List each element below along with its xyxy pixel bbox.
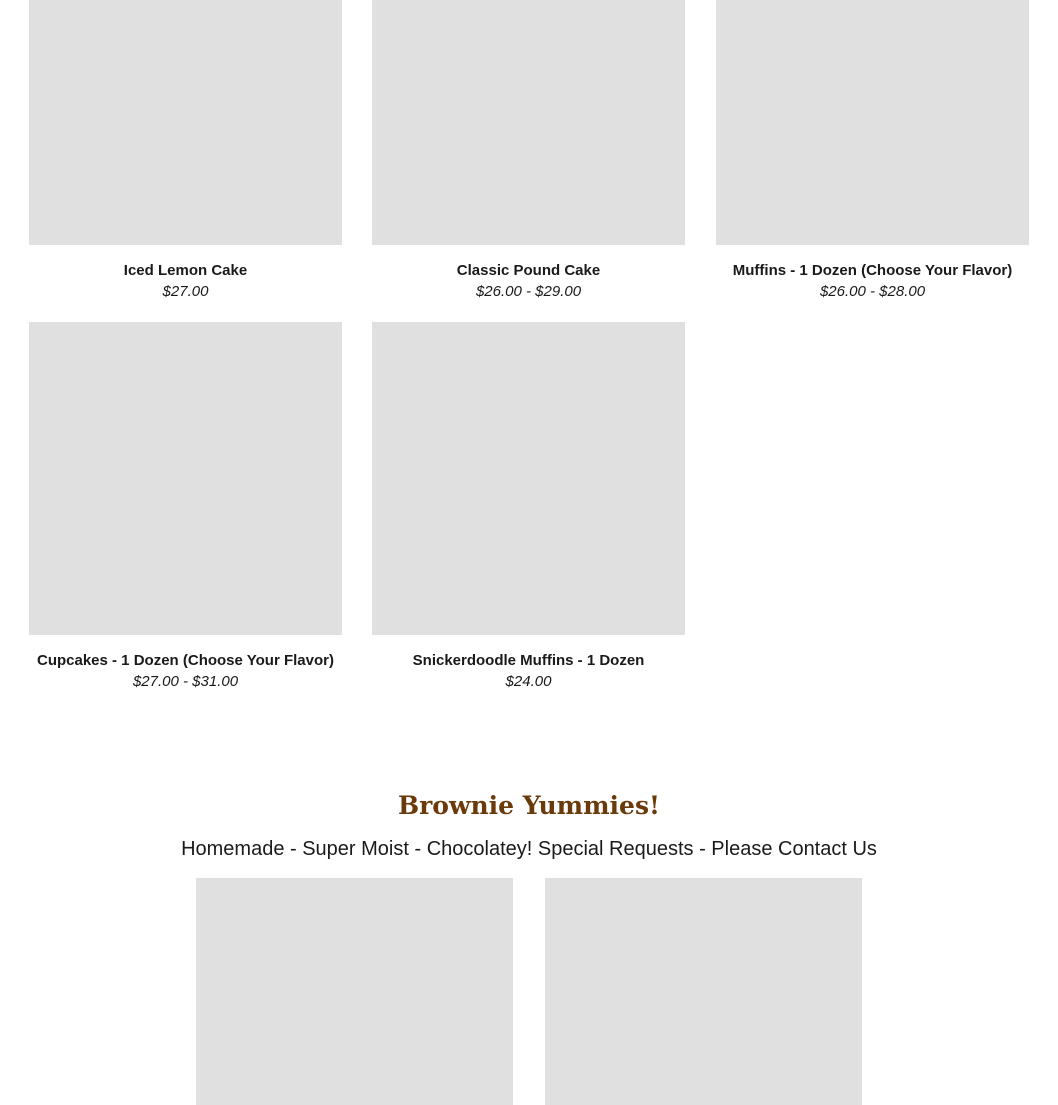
product-image[interactable]	[29, 0, 342, 245]
product-price: $27.00	[162, 283, 209, 300]
section-subtitle: Homemade - Super Moist - Chocolatey! Special Requests - Please Contact Us	[181, 838, 877, 860]
product-price: $26.00 - $29.00	[475, 283, 582, 300]
brownie-product-image[interactable]	[196, 878, 513, 1105]
product-price: $24.00	[505, 673, 552, 690]
product-image[interactable]	[29, 322, 342, 635]
product-name[interactable]: Iced Lemon Cake	[123, 262, 248, 279]
product-name[interactable]: Cupcakes - 1 Dozen (Choose Your Flavor)	[36, 652, 334, 669]
product-image[interactable]	[372, 322, 685, 635]
product-image[interactable]	[716, 0, 1029, 245]
product-price: $26.00 - $28.00	[819, 283, 926, 300]
brownie-product-image[interactable]	[545, 878, 862, 1105]
product-image[interactable]	[372, 0, 685, 245]
product-price: $27.00 - $31.00	[132, 673, 239, 690]
product-name[interactable]: Classic Pound Cake	[456, 262, 601, 279]
section-title: Brownie Yummies!	[398, 791, 660, 820]
product-name[interactable]: Muffins - 1 Dozen (Choose Your Flavor)	[732, 262, 1013, 279]
product-name[interactable]: Snickerdoodle Muffins - 1 Dozen	[412, 652, 645, 669]
